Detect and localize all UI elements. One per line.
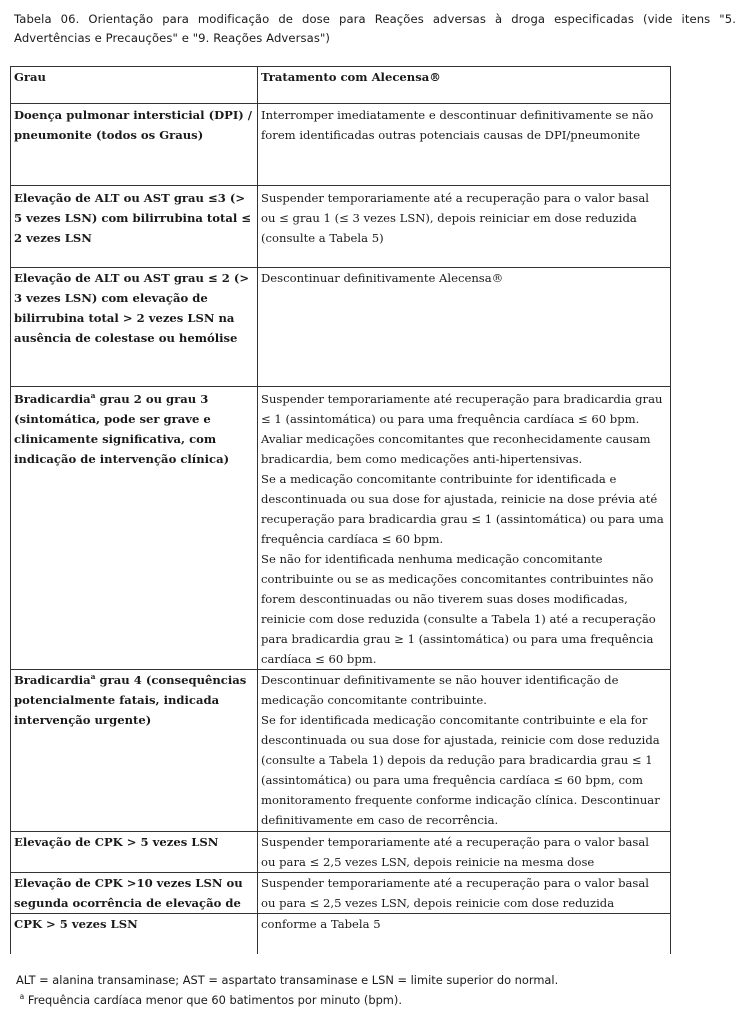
table-row — [11, 186, 671, 268]
tratamento-cell — [258, 268, 671, 387]
footnote-marker: a — [90, 672, 96, 682]
grau-text: CPK > 5 vezes LSN — [14, 917, 138, 931]
tratamento-paragraph: Descontinuar definitivamente se não houver identificação de medicação concomitante contribuinte. — [261, 673, 619, 707]
table-row — [11, 914, 671, 954]
grau-cell — [11, 670, 258, 832]
grau-cell — [11, 832, 258, 873]
tratamento-cell — [258, 873, 671, 914]
grau-text: Elevação de CPK >10 vezes LSN ou segunda ocorrência de elevação de — [14, 876, 243, 910]
table-header-row — [11, 67, 671, 104]
tratamento-paragraph: Se não for identificada nenhuma medicação concomitante contribuinte ou se as medicações concomitantes contribuintes não forem descontinuadas ou não tiverem suas doses modificadas, reinicie com dose reduzida (consulte a Tabela 1) até a recuperação para bradicardia grau ≥ 1 (assintomática) ou para uma frequência cardíaca ≤ 60 bpm. — [261, 552, 656, 666]
grau-cell — [11, 387, 258, 670]
header-tratamento: Tratamento com Alecensa® — [258, 67, 671, 104]
grau-text: Elevação de ALT ou AST grau ≤ 2 (> 3 vezes LSN) com elevação de bilirrubina total > 2 vezes LSN na ausência de colestase ou hemólise — [14, 271, 250, 345]
grau-cell — [11, 873, 258, 914]
table-footnotes — [16, 970, 716, 1010]
table-row — [11, 670, 671, 832]
grau-text-start: Bradicardia — [14, 673, 91, 687]
tratamento-text: Suspender temporariamente até a recuperação para o valor basal ou para ≤ 2,5 vezes LSN, depois reinicie com dose reduzida — [261, 876, 649, 910]
table-caption: Tabela 06. Orientação para modificação de dose para Reações adversas à droga especificadas (vide itens "5. Advertências e Precauções" e "9. Reações Adversas") — [14, 12, 736, 45]
tratamento-cell — [258, 914, 671, 954]
footnote-text: Frequência cardíaca menor que 60 batimentos por minuto (bpm). — [24, 993, 402, 1007]
tratamento-paragraph: Se a medicação concomitante contribuinte for identificada e descontinuada ou sua dose for ajustada, reinicie na dose prévia até recuperação para bradicardia grau ≤ 1 (assintomática) ou para uma frequência cardíaca ≤ 60 bpm. — [261, 472, 664, 546]
tratamento-paragraph: Se for identificada medicação concomitante contribuinte e ela for descontinuada ou sua dose for ajustada, reinicie com dose reduzida (consulte a Tabela 1) depois da redução para bradicardia grau ≤ 1 (assintomática) ou para uma frequência cardíaca ≤ 60 bpm, com monitoramento frequente conforme indicação clínica. Descontinuar definitivamente em caso de recorrência. — [261, 713, 660, 827]
tratamento-cell — [258, 832, 671, 873]
grau-cell — [11, 104, 258, 186]
tratamento-text: Suspender temporariamente até a recuperação para o valor basal ou ≤ grau 1 (≤ 3 vezes LSN), depois reiniciar em dose reduzida (consulte a Tabela 5) — [261, 191, 649, 245]
grau-text: Doença pulmonar intersticial (DPI) / pneumonite (todos os Graus) — [14, 108, 253, 142]
grau-text-rest: grau 2 ou grau 3 (sintomática, pode ser grave e clinicamente significativa, com indicação de intervenção clínica) — [14, 392, 230, 466]
tratamento-text: Suspender temporariamente até a recuperação para o valor basal ou para ≤ 2,5 vezes LSN, depois reinicie na mesma dose — [261, 835, 649, 869]
tratamento-cell — [258, 387, 671, 670]
table-row — [11, 387, 671, 670]
footnote-marker: a — [90, 391, 96, 401]
tratamento-text: Interromper imediatamente e descontinuar definitivamente se não forem identificadas outras potenciais causas de DPI/pneumonite — [261, 108, 654, 142]
grau-cell — [11, 186, 258, 268]
tratamento-paragraph: Suspender temporariamente até recuperação para bradicardia grau ≤ 1 (assintomática) ou para uma frequência cardíaca ≤ 60 bpm. Avaliar medicações concomitantes que reconhecidamente causam bradicardia, bem como medicações anti-hipertensivas. — [261, 392, 663, 466]
footnote-marker: a — [19, 992, 25, 1002]
tratamento-cell — [258, 186, 671, 268]
grau-text: Elevação de ALT ou AST grau ≤3 (> 5 vezes LSN) com bilirrubina total ≤ 2 vezes LSN — [14, 191, 252, 245]
table-row — [11, 104, 671, 186]
grau-text: Elevação de CPK > 5 vezes LSN — [14, 835, 219, 849]
table-row — [11, 268, 671, 387]
tratamento-text: conforme a Tabela 5 — [261, 917, 381, 931]
table-row — [11, 873, 671, 914]
abbreviations-note: ALT = alanina transaminase; AST = aspartato transaminase e LSN = limite superior do normal. — [16, 973, 559, 987]
header-grau: Grau — [11, 67, 258, 104]
tratamento-cell — [258, 104, 671, 186]
grau-cell — [11, 268, 258, 387]
grau-cell — [11, 914, 258, 954]
bradycardia-note — [16, 990, 716, 1010]
grau-text-rest: grau 4 (consequências potencialmente fatais, indicada intervenção urgente) — [14, 673, 247, 727]
tratamento-text: Descontinuar definitivamente Alecensa® — [261, 271, 504, 285]
tratamento-cell — [258, 670, 671, 832]
table-row — [11, 832, 671, 873]
grau-text-start: Bradicardia — [14, 392, 91, 406]
dose-modification-table — [10, 66, 671, 954]
